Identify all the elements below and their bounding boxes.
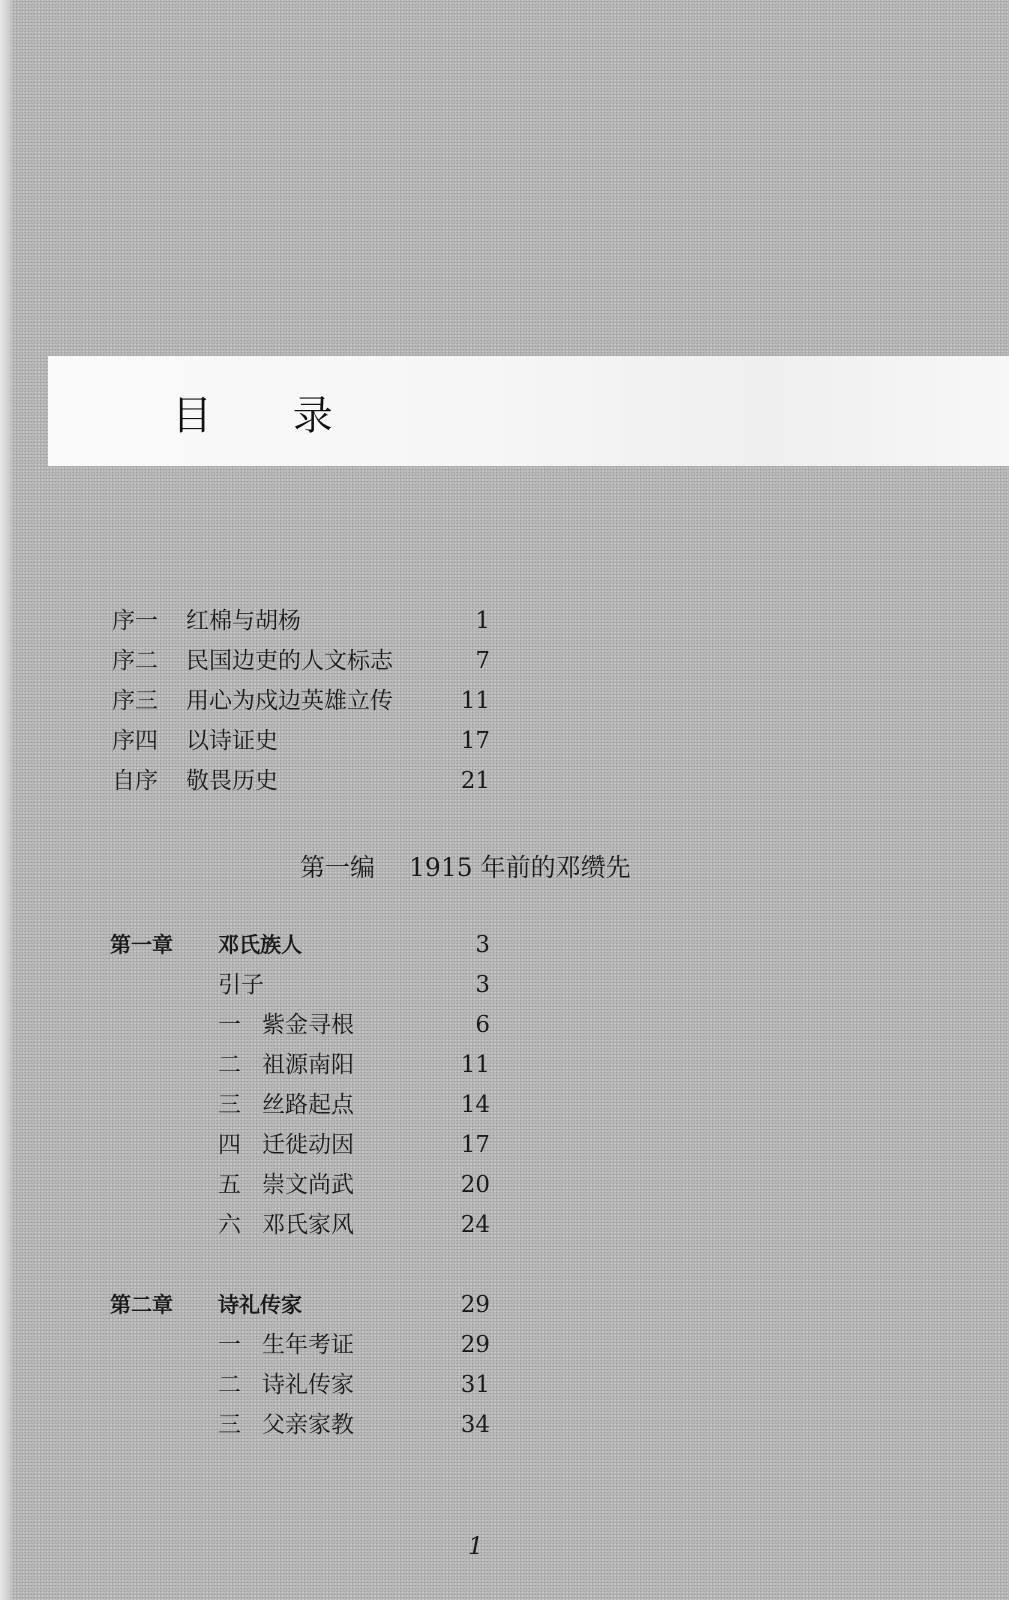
page-number: 11	[460, 688, 490, 714]
page-number: 21	[460, 768, 490, 794]
section-number: 三	[218, 1412, 241, 1438]
page-number: 31	[460, 1372, 490, 1398]
preface-title: 以诗证史	[186, 728, 278, 754]
section-number: 五	[218, 1172, 241, 1198]
part-heading	[300, 848, 631, 884]
section-number: 二	[218, 1372, 241, 1398]
page-folio: 1	[468, 1532, 484, 1560]
section-title: 邓氏家风	[262, 1212, 354, 1238]
page-number: 29	[460, 1332, 490, 1358]
section-title: 诗礼传家	[262, 1372, 354, 1398]
page-number: 14	[460, 1092, 490, 1118]
page-number: 17	[460, 728, 490, 754]
section-title: 紫金寻根	[262, 1012, 354, 1038]
page-number: 3	[475, 972, 490, 998]
section-number: 一	[218, 1332, 241, 1358]
page-number: 3	[475, 932, 490, 958]
section-number: 三	[218, 1092, 241, 1118]
section-number: 二	[218, 1052, 241, 1078]
page-title: 目 录	[172, 393, 367, 439]
chapter-title: 诗礼传家	[218, 1293, 302, 1317]
section-title: 引子	[218, 972, 264, 998]
section-title: 丝路起点	[262, 1092, 354, 1118]
section-number: 四	[218, 1132, 241, 1158]
preface-title: 民国边吏的人文标志	[186, 648, 393, 674]
section-title: 崇文尚武	[262, 1172, 354, 1198]
page-number: 17	[460, 1132, 490, 1158]
section-title: 生年考证	[262, 1332, 354, 1358]
preface-label: 序四	[112, 728, 158, 754]
chapter-label: 第一章	[110, 933, 173, 957]
page-number: 34	[460, 1412, 490, 1438]
section-number: 六	[218, 1212, 241, 1238]
page-number: 24	[460, 1212, 490, 1238]
section-number: 一	[218, 1012, 241, 1038]
preface-title: 红棉与胡杨	[186, 608, 301, 634]
chapter-label: 第二章	[110, 1293, 173, 1317]
chapter-title: 邓氏族人	[218, 933, 302, 957]
page-number: 6	[475, 1012, 490, 1038]
section-title: 祖源南阳	[262, 1052, 354, 1078]
page-number: 20	[460, 1172, 490, 1198]
part-title: 1915 年前的邓缵先	[409, 853, 631, 882]
section-title: 父亲家教	[262, 1412, 354, 1438]
preface-title: 用心为戍边英雄立传	[186, 688, 393, 714]
preface-label: 序一	[112, 608, 158, 634]
page-number: 1	[475, 608, 490, 634]
page-number: 7	[475, 648, 490, 674]
preface-label: 序三	[112, 688, 158, 714]
page-number: 29	[460, 1292, 490, 1318]
section-title: 迁徙动因	[262, 1132, 354, 1158]
preface-title: 敬畏历史	[186, 768, 278, 794]
page-number: 11	[460, 1052, 490, 1078]
part-label: 第一编	[300, 853, 376, 882]
preface-label: 自序	[112, 768, 158, 794]
preface-label: 序二	[112, 648, 158, 674]
